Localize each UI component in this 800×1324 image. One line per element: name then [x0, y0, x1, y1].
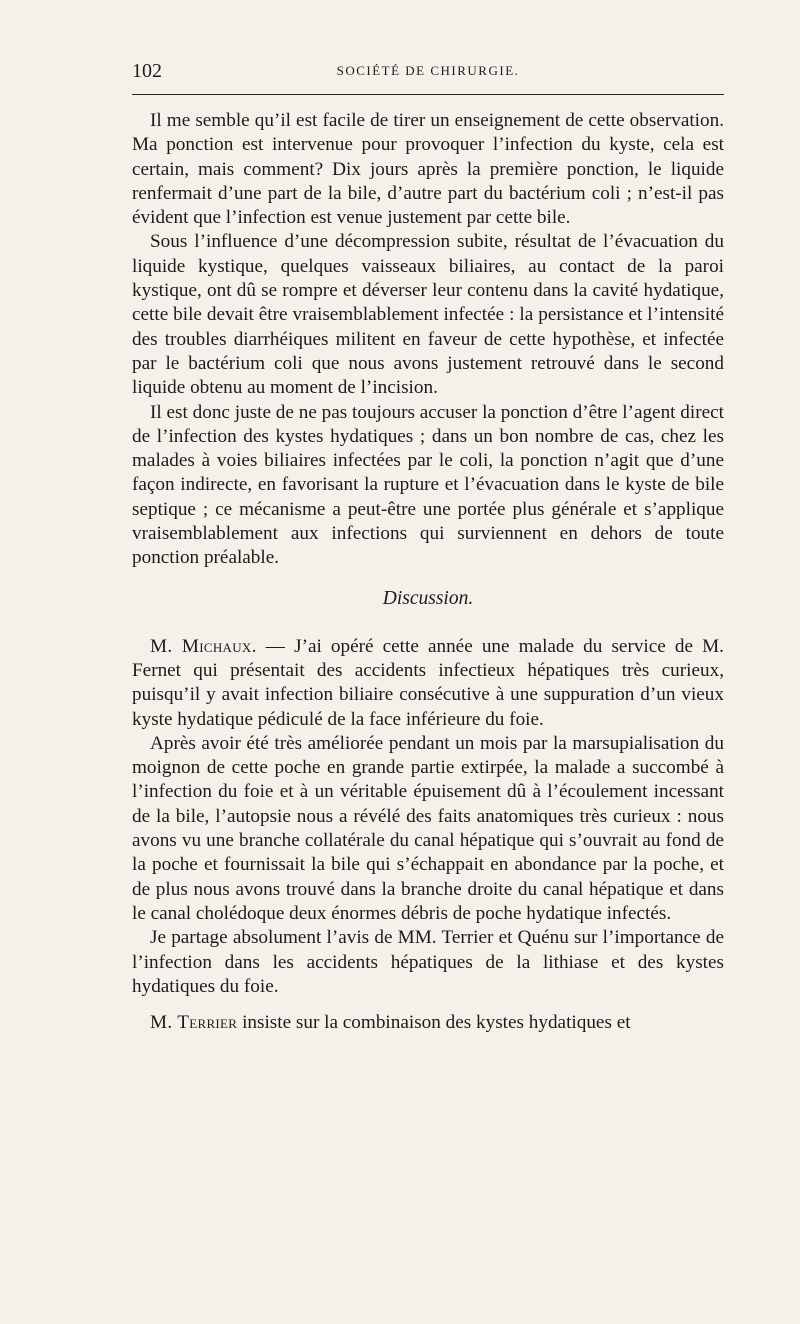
- speaker-name: M. Michaux.: [150, 635, 257, 657]
- paragraph-terrier: [132, 1011, 724, 1035]
- paragraph-gap: [132, 999, 724, 1011]
- paragraph: Il est donc juste de ne pas toujours accuser la ponction d’être l’agent direct de l’infection des kystes hydatiques ; dans un bon nombre de cas, chez les malades à voies biliaires infectées par le coli, la ponction n’agit que d’une façon indirecte, en favorisant la rupture et l’évacuation dans le kyste de bile septique ; ce mécanisme a peut-être une portée plus générale et s’applique vraisemblablement aux infections qui surviennent en dehors de toute ponction préalable.: [132, 401, 724, 569]
- paragraph: Après avoir été très améliorée pendant un mois par la marsupialisation du moignon de cette poche en grande partie extirpée, la malade a succombé à l’infection du foie et à un véritable épuisement dû à l’écoulement incessant de la bile, l’autopsie nous a révélé des faits anatomiques très curieux : nous avons vu une branche collatérale du canal hépatique qui s’ouvrait au fond de la poche et fournissait la bile qui s’échappait en abondance par la poche, et de plus nous avons trouvé dans la branche droite du canal hépatique et dans le canal cholédoque deux énormes débris de poche hydatique infectés.: [132, 732, 724, 924]
- speech-text: insiste sur la combinaison des kystes hydatiques et: [237, 1012, 631, 1034]
- page-number: 102: [132, 60, 162, 82]
- speech-text: — J’ai opéré cette année une malade du service de M. Fernet qui présentait des accidents infectieux hépatiques très curieux, puisqu’il y avait infection biliaire consécutive à une suppuration d’un vieux kyste hydatique pédiculé de la face inférieure du foie.: [132, 635, 724, 730]
- page: [132, 56, 724, 1035]
- header-rule: [132, 94, 724, 95]
- speaker-name: M. Terrier: [150, 1012, 238, 1034]
- running-title: SOCIÉTÉ DE CHIRURGIE.: [336, 63, 520, 78]
- paragraph-michaux: [132, 635, 724, 732]
- paragraph: Je partage absolument l’avis de MM. Terrier et Quénu sur l’importance de l’infection dans les accidents hépatiques de la lithiase et des kystes hydatiques du foie.: [132, 927, 724, 997]
- section-heading: Discussion.: [382, 587, 474, 609]
- paragraph: Il me semble qu’il est facile de tirer un enseignement de cette observation. Ma ponction est intervenue pour provoquer l’infection du kyste, cela est certain, mais comment? Dix jours après la première ponction, le liquide renfermait d’une part de la bile, d’autre part du bactérium coli ; n’est-il pas évident que l’infection est venue justement par cette bile.: [132, 110, 724, 229]
- body-text: [132, 109, 724, 1035]
- paragraph: Sous l’influence d’une décompression subite, résultat de l’évacuation du liquide kystique, quelques vaisseaux biliaires, au contact de la paroi kystique, ont dû se rompre et déverser leur contenu dans la cavité hydatique, cette bile devait être vraisemblablement infectée : la persistance et l’intensité des troubles diarrhéiques militent en faveur de cette hypothèse, et infectée par le bactérium coli que nous avons justement retrouvé dans le second liquide obtenu au moment de l’incision.: [132, 231, 724, 399]
- running-head: [132, 56, 724, 86]
